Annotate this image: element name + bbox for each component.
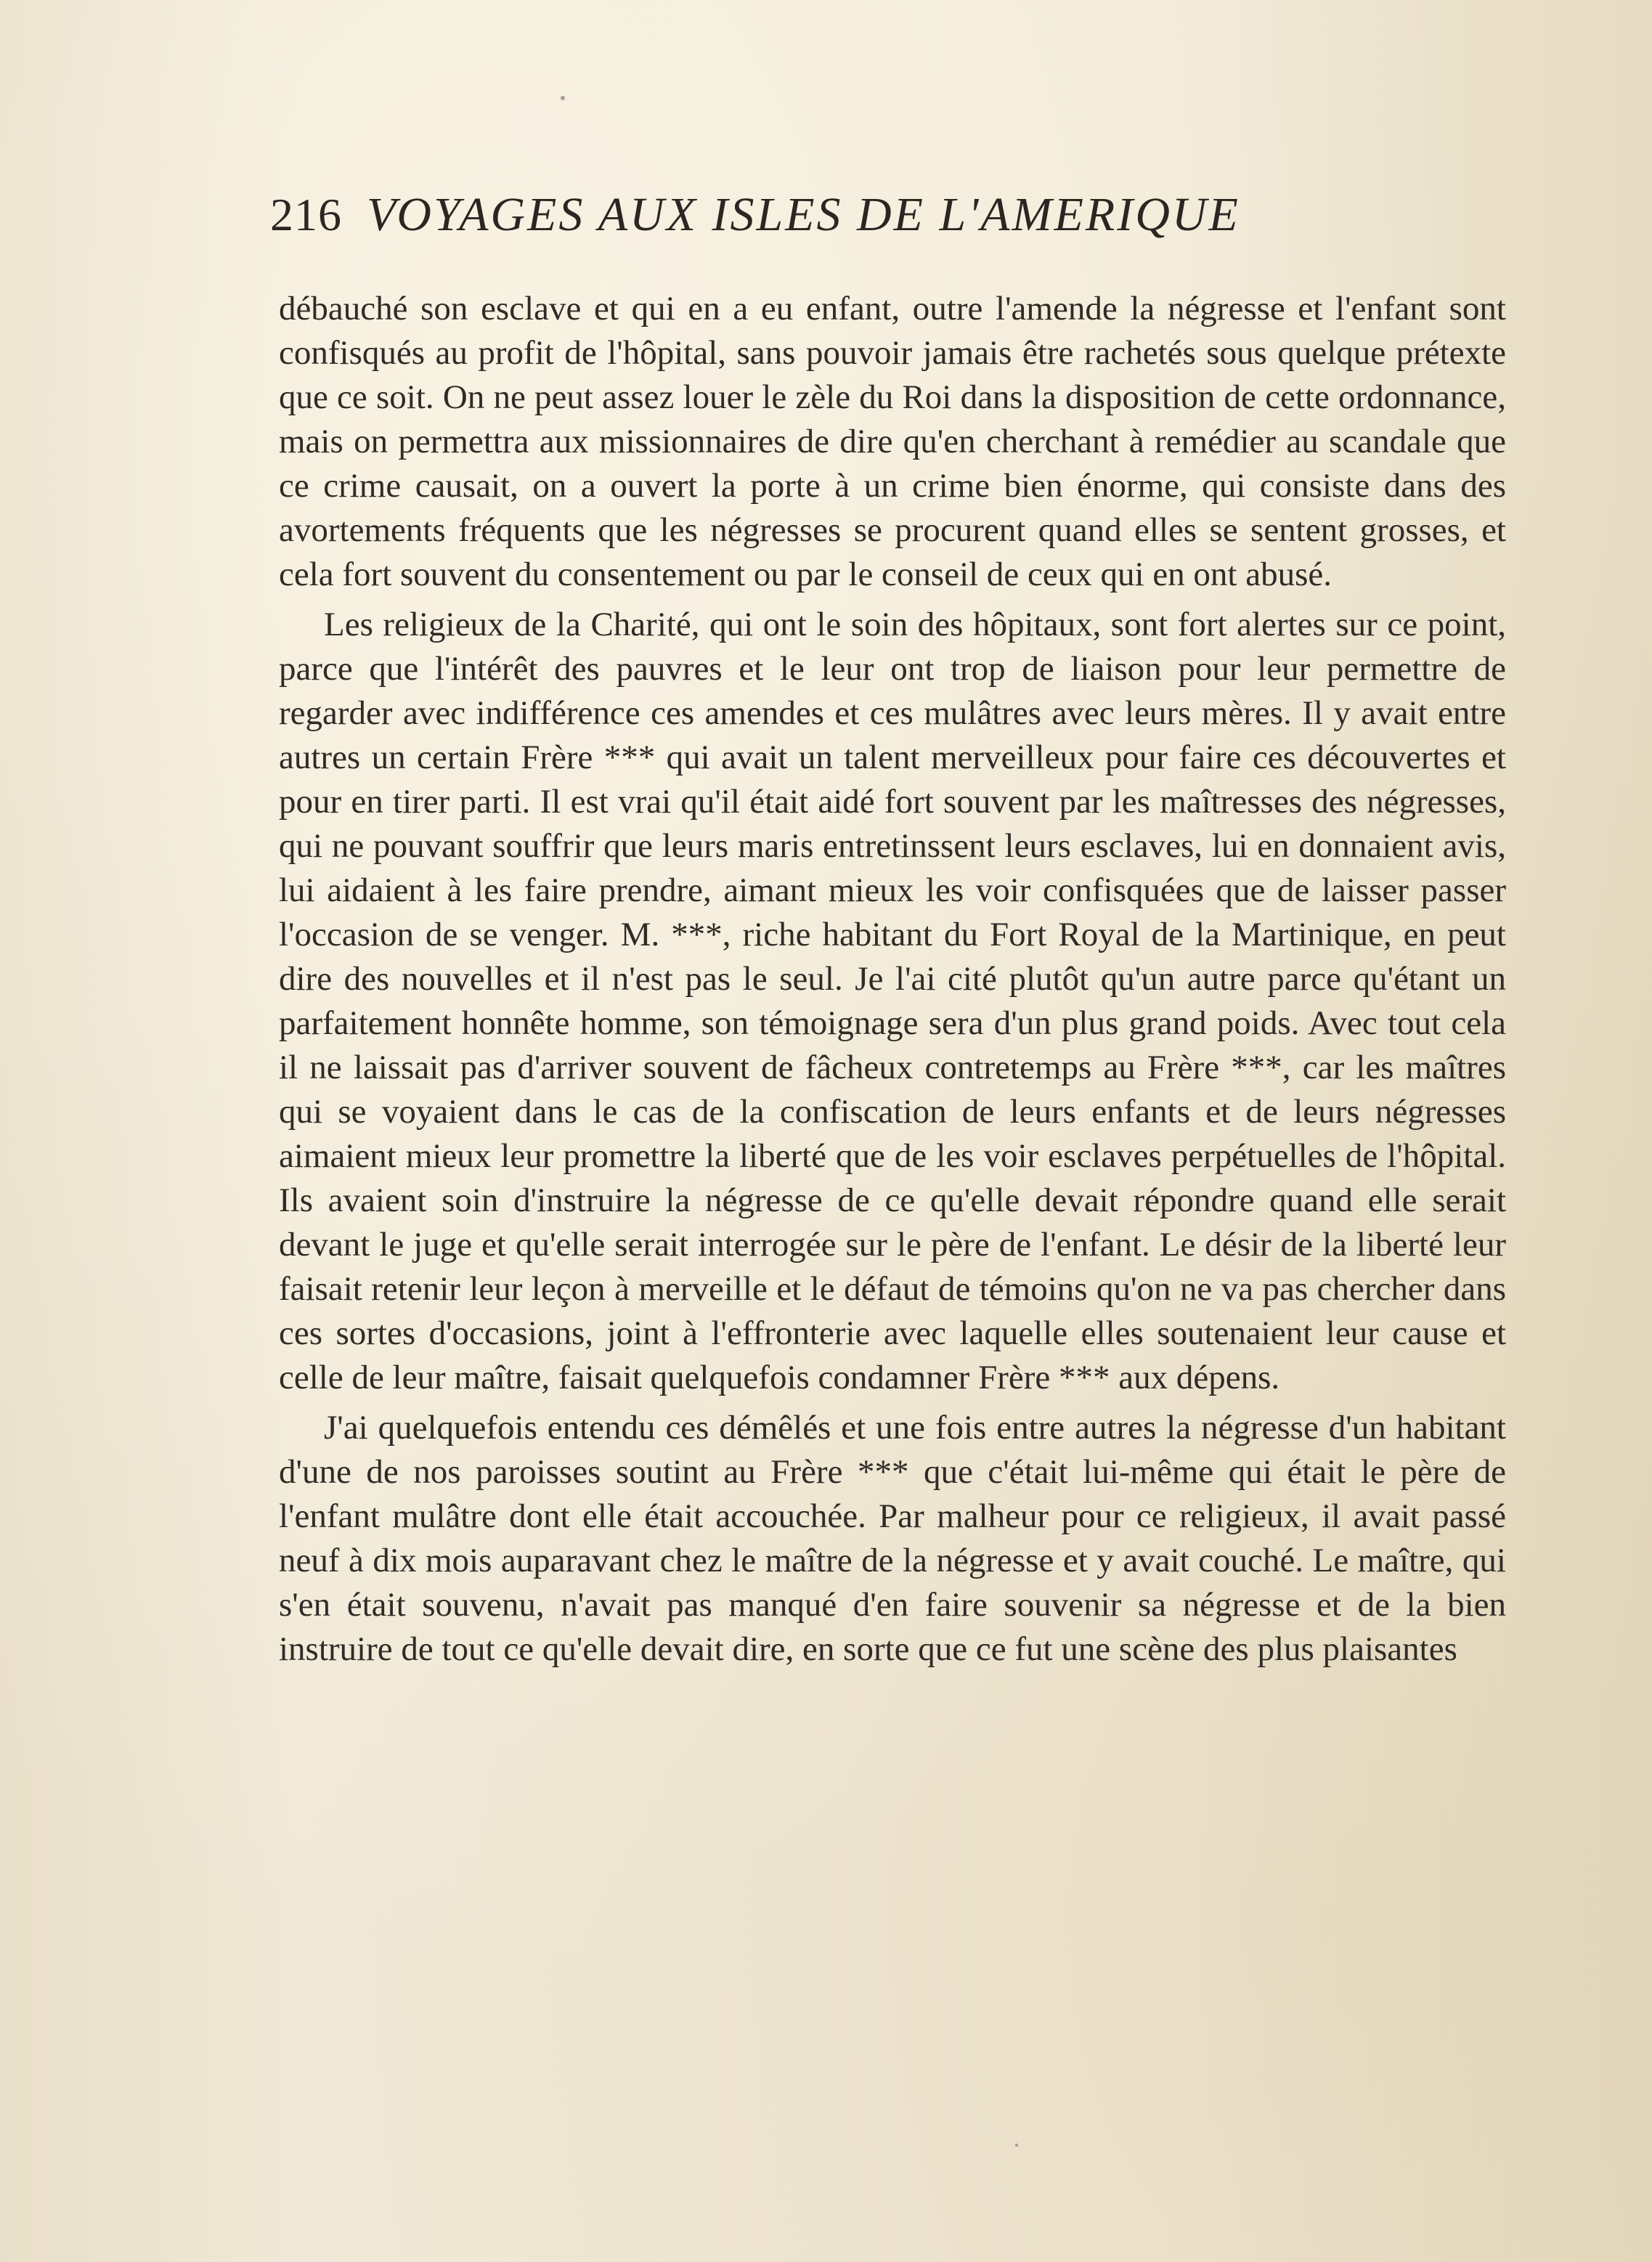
paragraph-2: Les religieux de la Charité, qui ont le soin des hôpitaux, sont fort alertes sur ce point, parce que l'intérêt des pauvres et le leur ont trop de liaison pour leur permettre de regarder avec indifférence ces amendes et ces mulâtres avec leurs mères. Il y avait entre autres un certain Frère *** qui avait un talent merveilleux pour faire ces découvertes et pour en tirer parti. Il est vrai qu'il était aidé fort souvent par les maîtresses des négresses, qui ne pouvant souffrir que leurs maris entretinssent leurs esclaves, lui en donnaient avis, lui aidaient à les faire prendre, aimant mieux les voir confisquées que de laisser passer l'occasion de se venger. M. ***, riche habitant du Fort Royal de la Martinique, en peut dire des nouvelles et il n'est pas le seul. Je l'ai cité plutôt qu'un autre parce qu'étant un parfaitement honnête homme, son témoignage sera d'un plus grand poids. Avec tout cela il ne laissait pas d'arriver souvent de fâcheux contretemps au Frère ***, car les maîtres qui se voyaient dans le cas de la confiscation de leurs enfants et de leurs négresses aimaient mieux leur promettre la liberté que de les voir esclaves perpétuelles de l'hôpital. Ils avaient soin d'instruire la négresse de ce qu'elle devait répondre quand elle serait devant le juge et qu'elle serait interrogée sur le père de l'enfant. Le désir de la liberté leur faisait retenir leur leçon à merveille et le défaut de témoins qu'on ne va pas chercher dans ces sortes d'occasions, joint à l'effronterie avec laquelle elles soutenaient leur cause et celle de leur maître, faisait quelquefois condamner Frère *** aux dépens. bbox=[279, 606, 1506, 1396]
paper-speck bbox=[561, 96, 565, 100]
paragraph-1: débauché son esclave et qui en a eu enfant, outre l'amende la négresse et l'enfant sont confisqués au profit de l'hôpital, sans pouvoir jamais être rachetés sous quelque prétexte que ce soit. On ne peut assez louer le zèle du Roi dans la disposition de cette ordonnance, mais on permettra aux missionnaires de dire qu'en cherchant à remédier au scandale que ce crime causait, on a ouvert la porte à un crime bien énorme, qui consiste dans des avortements fréquents que les négresses se procurent quand elles se sentent grosses, et cela fort souvent du consentement ou par le conseil de ceux qui en ont abusé. bbox=[279, 290, 1506, 593]
paper-speck bbox=[1015, 2144, 1018, 2147]
running-title: VOYAGES AUX ISLES DE L'AMERIQUE bbox=[367, 188, 1240, 241]
body-text bbox=[279, 287, 1506, 1672]
page-number: 216 bbox=[270, 189, 342, 240]
page-header bbox=[270, 187, 1505, 253]
paragraph-3: J'ai quelquefois entendu ces démêlés et une fois entre autres la négresse d'un habitant d'une de nos paroisses soutint au Frère *** que c'était lui-même qui était le père de l'enfant mulâtre dont elle était accouchée. Par malheur pour ce religieux, il avait passé neuf à dix mois auparavant chez le maître de la négresse et y avait couché. Le maître, qui s'en était souvenu, n'avait pas manqué d'en faire souvenir sa négresse et de la bien instruire de tout ce qu'elle devait dire, en sorte que ce fut une scène des plus plaisantes bbox=[279, 1409, 1506, 1668]
